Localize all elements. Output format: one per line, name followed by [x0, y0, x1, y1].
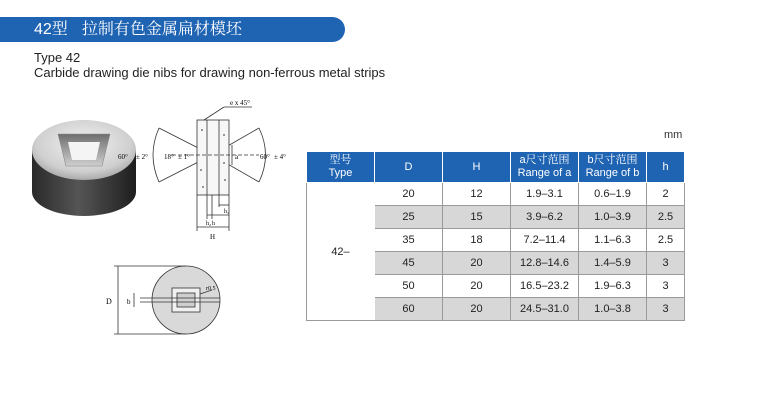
- cell-b: 1.0–3.8: [579, 298, 647, 321]
- cell-H: 15: [443, 206, 511, 229]
- header-type: 型号 Type: [307, 152, 375, 183]
- h1-label: h₁: [224, 209, 230, 215]
- cell-D: 35: [375, 229, 443, 252]
- title-banner: [0, 17, 345, 42]
- cell-b: 0.6–1.9: [579, 183, 647, 206]
- cell-a: 24.5–31.0: [511, 298, 579, 321]
- cell-a: 3.9–6.2: [511, 206, 579, 229]
- right-angle-label: 60°: [260, 153, 270, 161]
- inner-angle-label: 18°: [164, 153, 174, 161]
- header-range-a: a尺寸范围 Range of a: [511, 152, 579, 183]
- cell-b: 1.4–5.9: [579, 252, 647, 275]
- cell-b: 1.0–3.9: [579, 206, 647, 229]
- cell-h: 3: [647, 298, 685, 321]
- cell-D: 50: [375, 275, 443, 298]
- cell-H: 20: [443, 275, 511, 298]
- right-tolerance-label: ± 4°: [274, 153, 286, 161]
- banner-title: [34, 17, 242, 42]
- left-angle-label: 60°: [118, 153, 128, 161]
- h2-label: h₂: [206, 221, 212, 227]
- die-top-view-drawing: [100, 260, 240, 340]
- header-H: H: [443, 152, 511, 183]
- table-row: [307, 183, 685, 206]
- cell-D: 45: [375, 252, 443, 275]
- cell-D: 25: [375, 206, 443, 229]
- cell-a: 16.5–23.2: [511, 275, 579, 298]
- type-code: 42型: [34, 21, 68, 38]
- a-dimension-label: a: [235, 153, 239, 161]
- header-h: h: [647, 152, 685, 183]
- cell-b: 1.9–6.3: [579, 275, 647, 298]
- cell-H: 12: [443, 183, 511, 206]
- die-section-drawing: [112, 95, 292, 245]
- unit-label: mm: [664, 129, 683, 141]
- table-header-row: [307, 152, 685, 183]
- cell-h: 2.5: [647, 229, 685, 252]
- H-label: H: [210, 233, 216, 241]
- cell-b: 1.1–6.3: [579, 229, 647, 252]
- cell-h: 2.5: [647, 206, 685, 229]
- title-chinese: 拉制有色金属扁材模坯: [81, 21, 242, 38]
- cell-D: 60: [375, 298, 443, 321]
- cell-H: 20: [443, 298, 511, 321]
- inner-tolerance-label: ± 1°: [178, 153, 190, 161]
- chamfer-label: e x 45°: [230, 99, 250, 107]
- radius-label: r0.5: [206, 286, 216, 292]
- cell-H: 18: [443, 229, 511, 252]
- cell-h: 2: [647, 183, 685, 206]
- spec-table: [306, 151, 685, 321]
- cell-h: 3: [647, 275, 685, 298]
- type-label: Type 42: [34, 50, 81, 65]
- header-range-b: b尺寸范围 Range of b: [579, 152, 647, 183]
- product-description: Carbide drawing die nibs for drawing non-ferrous metal strips: [34, 65, 386, 80]
- cell-a: 1.9–3.1: [511, 183, 579, 206]
- cell-D: 20: [375, 183, 443, 206]
- type-cell: 42–: [307, 183, 375, 321]
- b-label: b: [127, 298, 131, 306]
- h-label: h: [212, 221, 215, 227]
- left-tolerance-label: ± 2°: [136, 153, 148, 161]
- cell-H: 20: [443, 252, 511, 275]
- cell-h: 3: [647, 252, 685, 275]
- cell-a: 7.2–11.4: [511, 229, 579, 252]
- header-D: D: [375, 152, 443, 183]
- cell-a: 12.8–14.6: [511, 252, 579, 275]
- D-label: D: [106, 297, 112, 306]
